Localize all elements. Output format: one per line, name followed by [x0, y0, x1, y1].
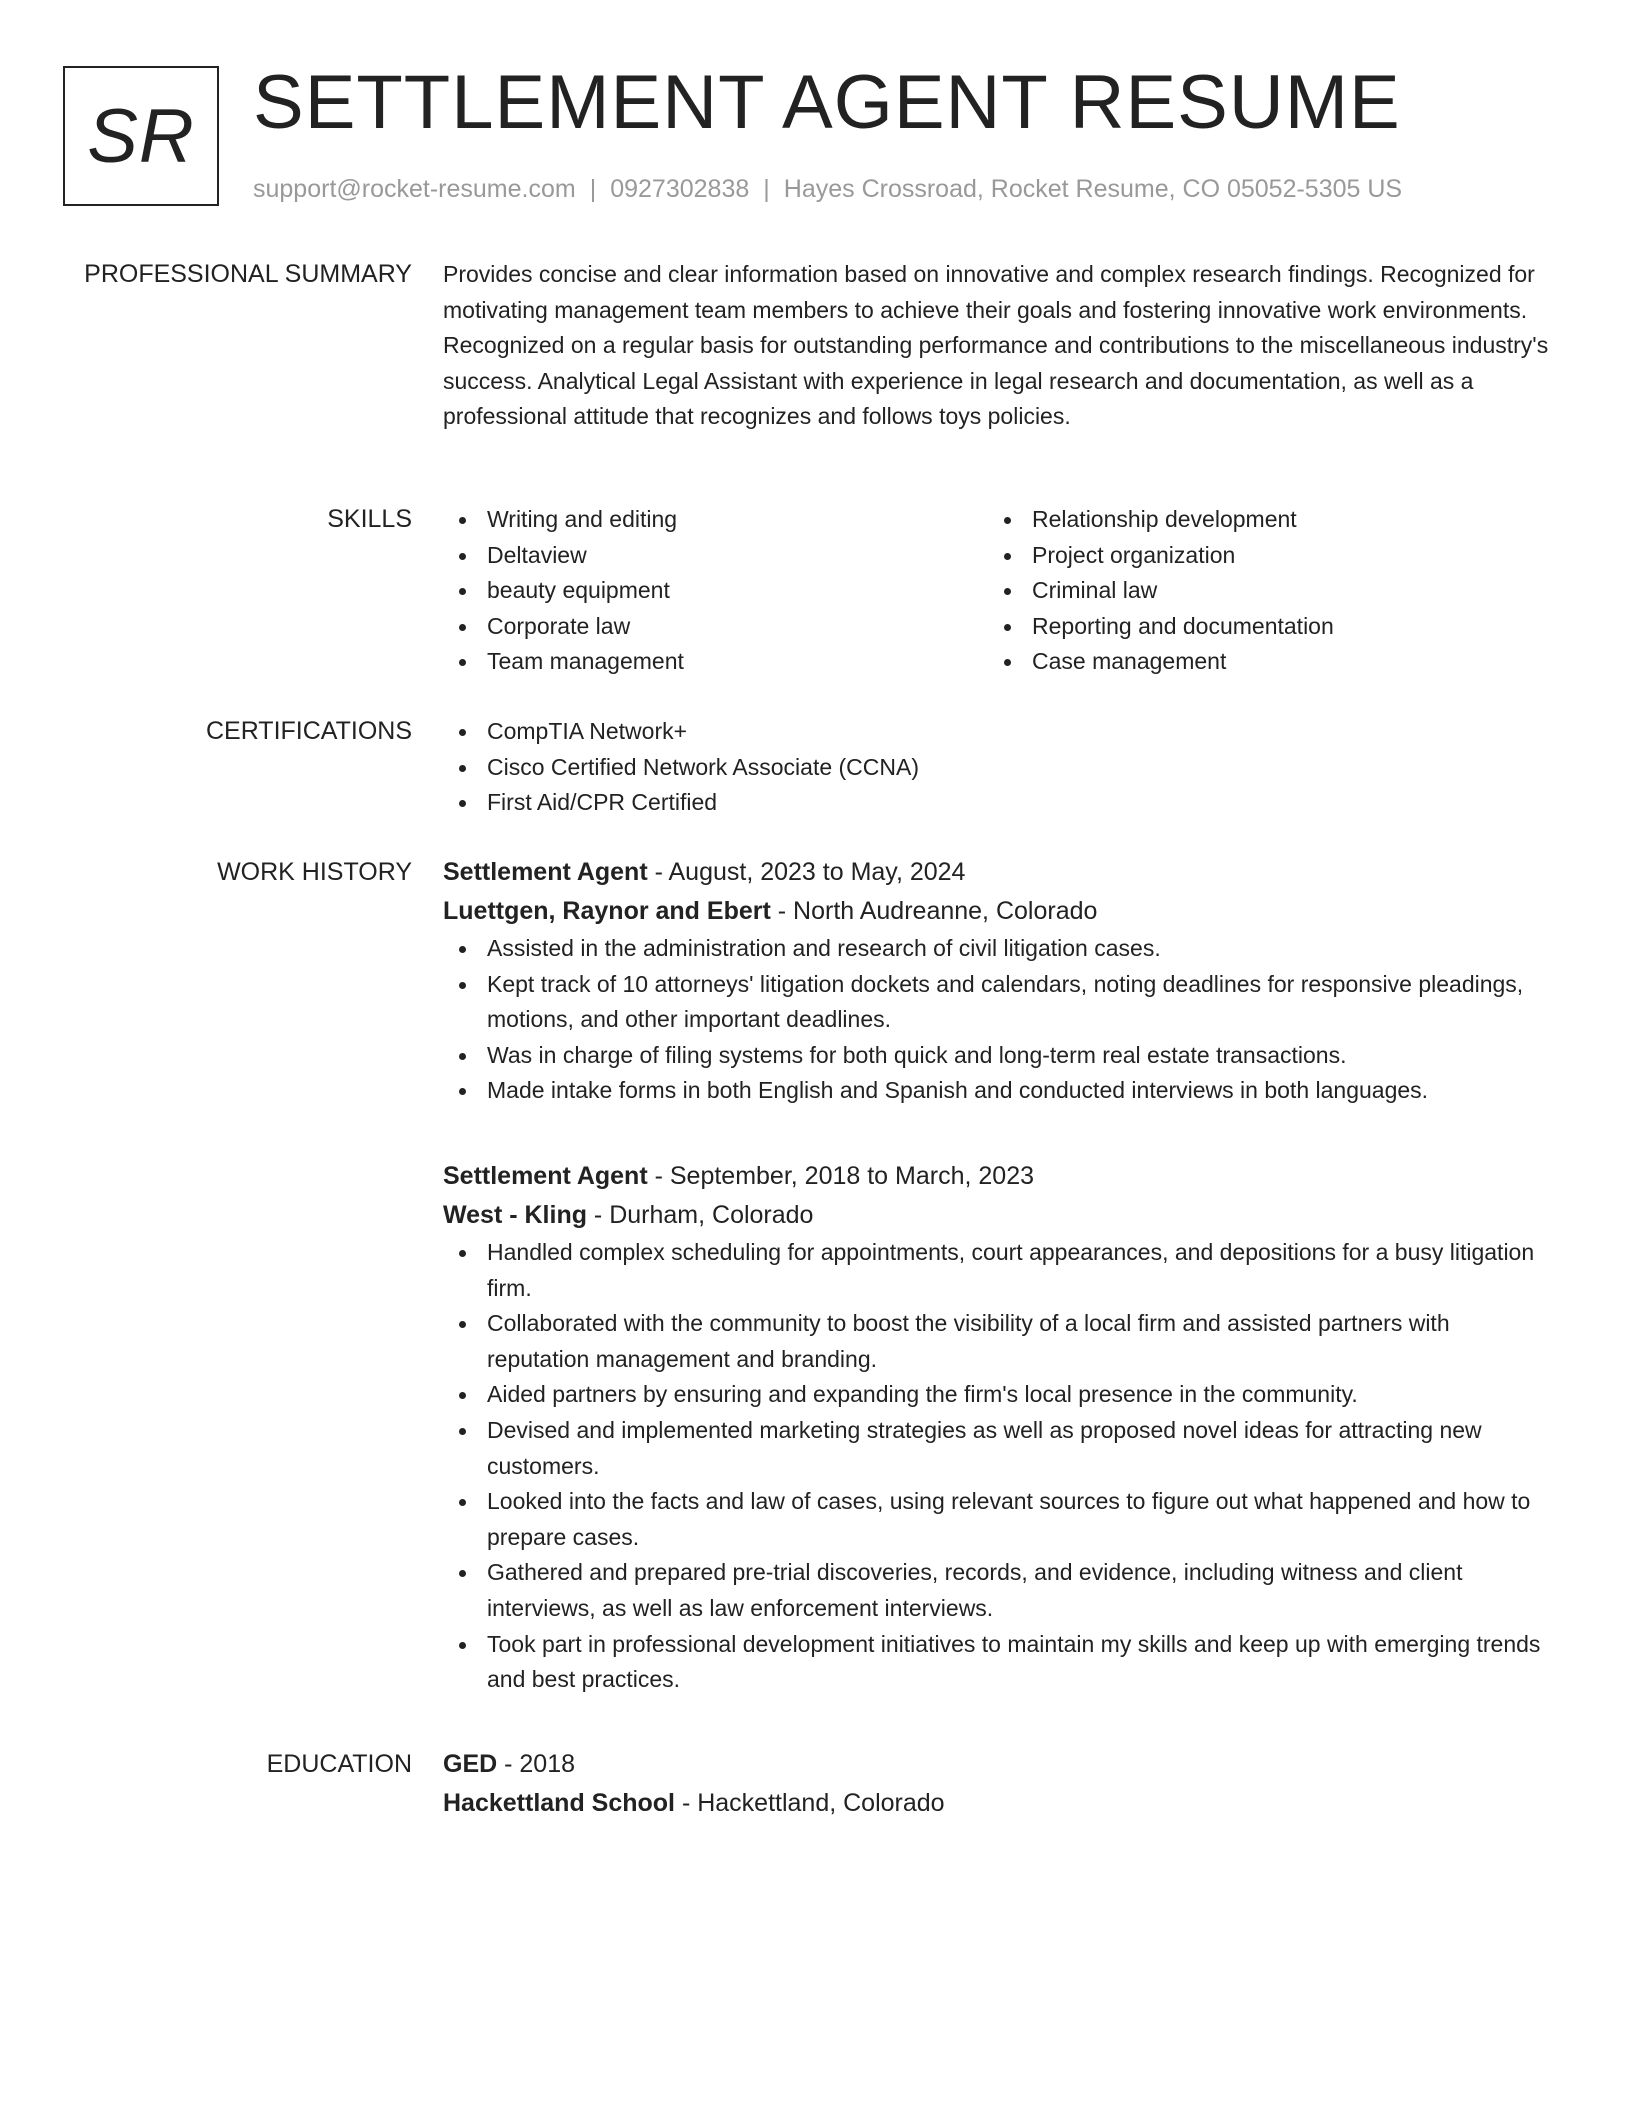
resume-title: SETTLEMENT AGENT RESUME: [253, 60, 1401, 145]
job-title: Settlement Agent: [443, 1162, 648, 1190]
job-dates: - September, 2018 to March, 2023: [647, 1162, 1034, 1190]
certification-item: Cisco Certified Network Associate (CCNA): [443, 750, 1553, 786]
separator: |: [589, 175, 597, 203]
skill-item: Case management: [988, 644, 1533, 680]
job-bullet: Collaborated with the community to boost the visibility of a local firm and assisted partners with reputation management and branding.: [443, 1306, 1553, 1377]
skill-item: Criminal law: [988, 573, 1533, 609]
education-entry: [443, 1745, 1553, 1823]
job-responsibilities: [443, 931, 1553, 1109]
job-bullet: Made intake forms in both English and Spanish and conducted interviews in both languages.: [443, 1073, 1553, 1109]
job-dates: - August, 2023 to May, 2024: [647, 858, 966, 886]
certifications-list: [443, 714, 1553, 821]
section-label-education: EDUCATION: [266, 1750, 412, 1778]
separator: |: [763, 175, 770, 203]
job-bullet: Was in charge of filing systems for both quick and long-term real estate transactions.: [443, 1038, 1553, 1074]
skills-column-left: [443, 502, 988, 680]
education-school: Hackettland School: [443, 1789, 675, 1817]
job-bullet: Aided partners by ensuring and expanding the firm's local presence in the community.: [443, 1377, 1553, 1413]
skill-item: Writing and editing: [443, 502, 988, 538]
job-bullet: Handled complex scheduling for appointments, court appearances, and depositions for a busy litigation firm.: [443, 1235, 1553, 1306]
certification-item: First Aid/CPR Certified: [443, 785, 1553, 821]
job-entry: [443, 1157, 1553, 1698]
education-year: - 2018: [497, 1750, 576, 1778]
education-degree: GED: [443, 1750, 498, 1778]
job-title-line: [443, 853, 1553, 892]
education-degree-line: [443, 1745, 1553, 1784]
skill-item: Project organization: [988, 538, 1533, 574]
education-location: - Hackettland, Colorado: [675, 1789, 945, 1817]
contact-phone[interactable]: 0927302838: [610, 175, 750, 203]
job-company-line: [443, 892, 1553, 931]
job-location: - Durham, Colorado: [586, 1201, 814, 1229]
job-bullet: Gathered and prepared pre-trial discoveries, records, and evidence, including witness and client interviews, as well as law enforcement interviews.: [443, 1555, 1553, 1626]
section-label-work-history: WORK HISTORY: [217, 858, 412, 886]
job-bullet: Devised and implemented marketing strategies as well as proposed novel ideas for attracting new customers.: [443, 1413, 1553, 1484]
skills-list: [443, 502, 1553, 680]
job-company: Luettgen, Raynor and Ebert: [443, 897, 771, 925]
job-title-line: [443, 1157, 1553, 1196]
contact-line: [253, 174, 1402, 204]
job-responsibilities: [443, 1235, 1553, 1698]
job-bullet: Looked into the facts and law of cases, using relevant sources to figure out what happened and how to prepare cases.: [443, 1484, 1553, 1555]
education-school-line: [443, 1784, 1553, 1823]
job-entry: [443, 853, 1553, 1109]
contact-address: Hayes Crossroad, Rocket Resume, CO 05052-5305 US: [783, 175, 1403, 203]
job-bullet: Kept track of 10 attorneys' litigation dockets and calendars, noting deadlines for responsive pleadings, motions, and other important deadlines.: [443, 967, 1553, 1038]
skill-item: Team management: [443, 644, 988, 680]
job-company: West - Kling: [443, 1201, 587, 1229]
certification-item: CompTIA Network+: [443, 714, 1553, 750]
job-title: Settlement Agent: [443, 858, 648, 886]
monogram-logo: SR: [63, 66, 219, 206]
section-label-certifications: CERTIFICATIONS: [205, 717, 412, 745]
job-bullet: Took part in professional development initiatives to maintain my skills and keep up with emerging trends and best practices.: [443, 1627, 1553, 1698]
job-bullet: Assisted in the administration and research of civil litigation cases.: [443, 931, 1553, 967]
skills-column-right: [988, 502, 1533, 680]
section-label-summary: PROFESSIONAL SUMMARY: [84, 260, 412, 288]
skill-item: Reporting and documentation: [988, 609, 1533, 645]
skill-item: beauty equipment: [443, 573, 988, 609]
skill-item: Deltaview: [443, 538, 988, 574]
skill-item: Relationship development: [988, 502, 1533, 538]
summary-text: Provides concise and clear information based on innovative and complex research findings. Recognized for motivating management team members to achieve their goals and fostering innovative work environments. Recognized on a regular basis for outstanding performance and contributions to the miscellaneous industry's success. Analytical Legal Assistant with experience in legal research and documentation, as well as a professional attitude that recognizes and follows toys policies.: [443, 261, 1549, 430]
section-label-skills: SKILLS: [327, 505, 412, 533]
job-company-line: [443, 1196, 1553, 1235]
contact-email[interactable]: support@rocket-resume.com: [253, 175, 576, 203]
skill-item: Corporate law: [443, 609, 988, 645]
job-location: - North Audreanne, Colorado: [770, 897, 1098, 925]
